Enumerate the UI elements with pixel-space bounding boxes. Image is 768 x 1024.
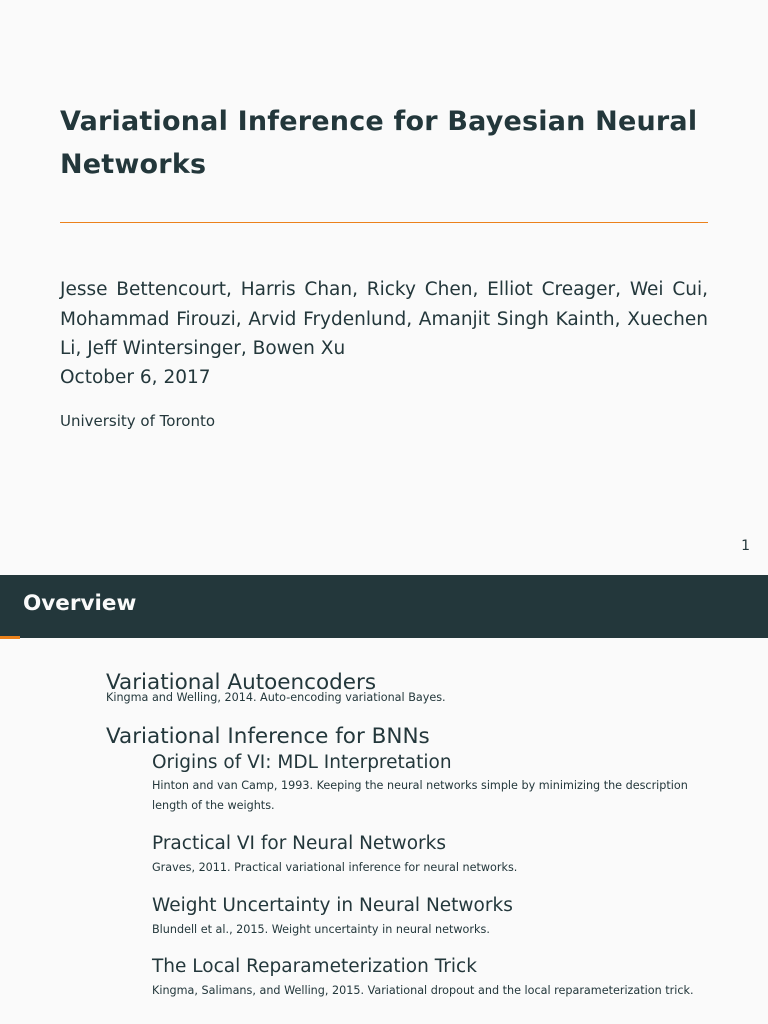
presentation-date: October 6, 2017 — [60, 367, 211, 388]
author-list: Jesse Bettencourt, Harris Chan, Ricky Chen, Elliot Creager, Wei Cui, Mohammad Firouzi, Arvid Frydenlund, Amanjit Singh Kainth, Xuechen Li, Jeff Wintersinger, Bowen Xu — [60, 279, 708, 359]
subsection-title: The Local Reparameterization Trick — [152, 956, 477, 977]
section-title: Variational Inference for BNNs — [106, 724, 430, 749]
subsection-title: Practical VI for Neural Networks — [152, 833, 446, 854]
subsection-citation: Kingma, Salimans, and Welling, 2015. Variational dropout and the local reparameterization trick. — [152, 984, 694, 997]
subsection-citation: Hinton and van Camp, 1993. Keeping the neural networks simple by minimizing the description length of the weights. — [152, 779, 688, 812]
title-line-2: Networks — [60, 149, 207, 180]
page-number: 1 — [741, 538, 750, 554]
subsection-citation: Graves, 2011. Practical variational inference for neural networks. — [152, 861, 518, 874]
subsection-citation: Blundell et al., 2015. Weight uncertainty in neural networks. — [152, 923, 490, 936]
title-line-1: Variational Inference for Bayesian Neural — [60, 106, 698, 137]
subsection-title: Origins of VI: MDL Interpretation — [152, 752, 452, 773]
subsection-title: Weight Uncertainty in Neural Networks — [152, 895, 513, 916]
section-title: Variational Autoencoders — [106, 670, 377, 695]
section-citation: Kingma and Welling, 2014. Auto-encoding variational Bayes. — [106, 691, 446, 704]
presentation-title — [60, 100, 700, 186]
institution: University of Toronto — [60, 412, 216, 430]
title-divider — [60, 222, 708, 223]
frame-title: Overview — [23, 591, 137, 616]
